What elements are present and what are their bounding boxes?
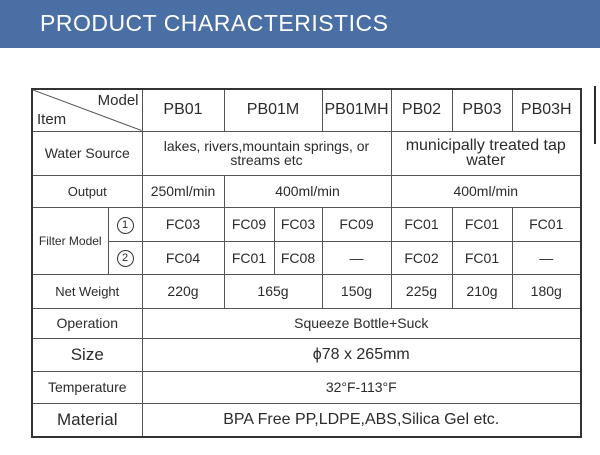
page-title: PRODUCT CHARACTERISTICS [40,10,389,36]
weight-cell: 165g [224,274,322,308]
size-value: ϕ78 x 265mm [142,338,581,371]
size-row [32,338,581,371]
material-value: BPA Free PP,LDPE,ABS,Silica Gel etc. [142,403,581,437]
filter-cell: FC01 [224,241,274,274]
model-pb03h: PB03H [512,89,581,131]
spec-table [31,88,582,438]
title-banner [0,0,600,48]
item-label: Item [37,110,67,128]
model-pb02: PB02 [391,89,452,131]
size-label: Size [32,338,142,371]
weight-cell: 220g [142,274,224,308]
material-row [32,403,581,437]
operation-label: Operation [32,308,142,338]
model-pb01m: PB01M [224,89,322,131]
weight-cell: 225g [391,274,452,308]
material-label: Material [32,403,142,437]
header-row [32,89,581,131]
filter-model-label: Filter Model [32,207,108,274]
model-pb01mh: PB01MH [322,89,391,131]
water-source-label: Water Source [32,131,142,175]
water-source-row [32,131,581,175]
model-label: Model [97,92,139,109]
net-weight-row [32,274,581,308]
filter-row-2 [32,241,581,274]
filter-cell: FC01 [512,207,581,241]
filter-cell: FC03 [142,207,224,241]
operation-value: Squeeze Bottle+Suck [142,308,581,338]
temperature-label: Temperature [32,371,142,403]
filter-cell: FC09 [322,207,391,241]
water-source-tap: municipally treated tap water [391,131,581,175]
operation-row [32,308,581,338]
filter-cell: FC03 [274,207,322,241]
weight-cell: 180g [512,274,581,308]
filter-marker-2 [108,241,142,274]
filter-cell: FC08 [274,241,322,274]
circled-one-icon: 1 [117,217,134,234]
output-pb01: 250ml/min [142,175,224,207]
filter-cell: — [512,241,581,274]
temperature-value: 32°F-113°F [142,371,581,403]
circled-two-icon: 2 [117,250,134,267]
edge-bar [594,86,596,144]
temperature-row [32,371,581,403]
header-diagonal-cell [32,89,142,131]
output-row [32,175,581,207]
filter-cell: FC01 [452,241,512,274]
filter-cell: FC04 [142,241,224,274]
filter-cell: — [322,241,391,274]
model-pb03: PB03 [452,89,512,131]
water-source-natural: lakes, rivers,mountain springs, or streams etc [142,131,391,175]
filter-cell: FC01 [391,207,452,241]
net-weight-label: Net Weight [32,274,142,308]
filter-cell: FC09 [224,207,274,241]
filter-cell: FC01 [452,207,512,241]
weight-cell: 210g [452,274,512,308]
model-pb01: PB01 [142,89,224,131]
weight-cell: 150g [322,274,391,308]
output-pb02-group: 400ml/min [391,175,581,207]
filter-marker-1 [108,207,142,241]
filter-cell: FC02 [391,241,452,274]
output-pb01m-group: 400ml/min [224,175,391,207]
filter-row-1 [32,207,581,241]
output-label: Output [32,175,142,207]
